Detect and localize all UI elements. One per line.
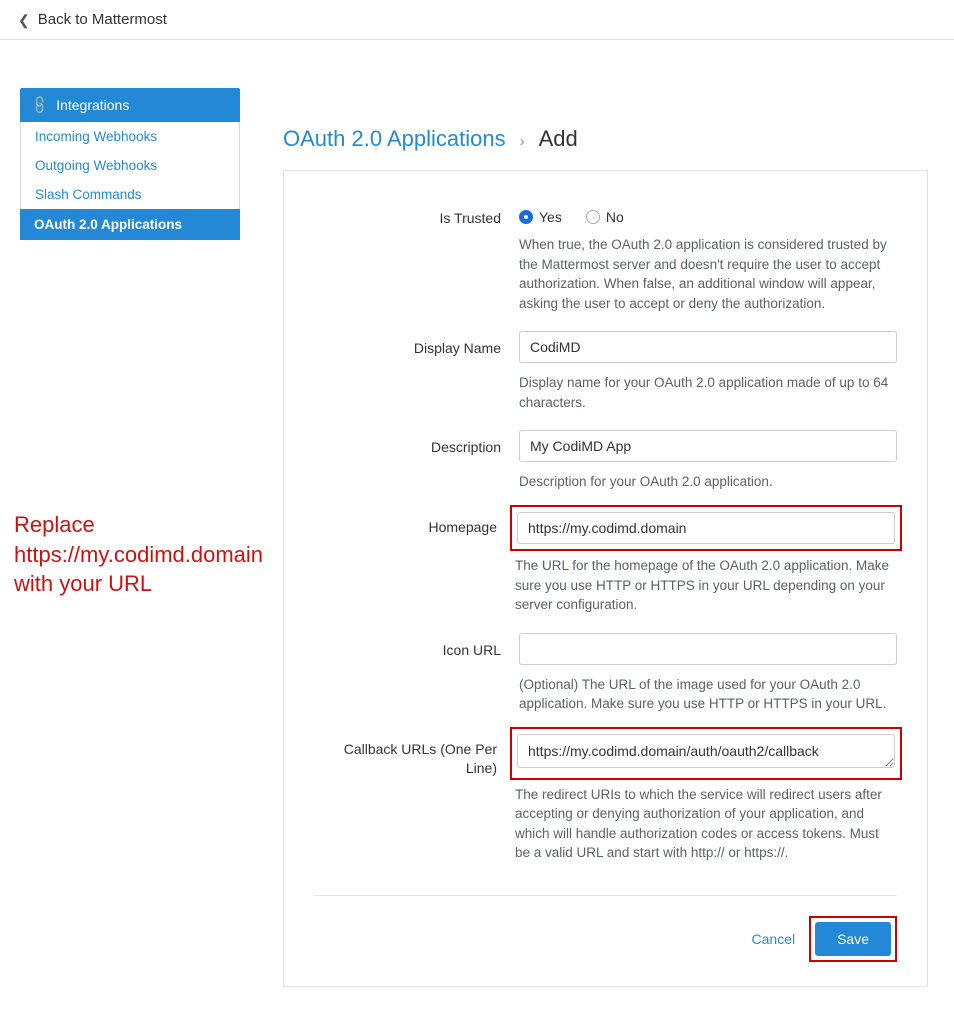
- is-trusted-radio-group: [519, 201, 897, 225]
- sidebar-item-oauth-applications[interactable]: OAuth 2.0 Applications: [20, 209, 240, 240]
- sidebar-item-slash-commands[interactable]: Slash Commands: [35, 187, 142, 202]
- homepage-highlight-box: [510, 505, 902, 551]
- annotation-text: Replace https://my.codimd.domain with your URL: [14, 512, 264, 597]
- label-callback-urls: Callback URLs (One Per Line): [343, 740, 497, 776]
- radio-label-no[interactable]: No: [605, 209, 624, 225]
- label-display-name: Display Name: [413, 340, 501, 357]
- sidebar: [20, 88, 240, 240]
- help-display-name: Display name for your OAuth 2.0 application made of up to 64 characters.: [519, 375, 889, 410]
- help-homepage: The URL for the homepage of the OAuth 2.0 application. Make sure you use HTTP or HTTPS in your URL depending on your server configuration.: [515, 557, 889, 613]
- main-content: [283, 88, 928, 987]
- breadcrumb: [283, 126, 928, 152]
- oauth-app-form-card: [283, 170, 928, 987]
- field-row-callback-urls: [314, 732, 897, 881]
- homepage-input[interactable]: [517, 512, 895, 544]
- help-icon-url: (Optional) The URL of the image used for your OAuth 2.0 application. Make sure you use HTTP or HTTPS in your URL.: [519, 676, 887, 712]
- field-row-icon-url: [314, 633, 897, 732]
- field-row-homepage: [314, 510, 897, 633]
- save-button[interactable]: Save: [815, 922, 891, 956]
- top-bar: [0, 0, 954, 40]
- field-row-display-name: [314, 331, 897, 430]
- callback-urls-textarea[interactable]: [517, 734, 895, 768]
- icon-url-input[interactable]: [519, 633, 897, 665]
- label-homepage: Homepage: [428, 518, 497, 535]
- help-callback-urls: The redirect URIs to which the service will redirect users after accepting or denying authorization of your application, and which will handle authorization codes or access tokens. Must be a valid URL and start with http:// or https://.: [515, 786, 882, 861]
- sidebar-item-incoming-webhooks[interactable]: Incoming Webhooks: [35, 129, 158, 144]
- radio-is-trusted-yes[interactable]: [519, 210, 533, 224]
- breadcrumb-parent-link[interactable]: OAuth 2.0 Applications: [283, 126, 506, 151]
- sidebar-header-label: Integrations: [56, 97, 130, 113]
- breadcrumb-current: Add: [538, 126, 578, 151]
- cancel-button[interactable]: Cancel: [751, 931, 796, 947]
- sidebar-item-outgoing-webhooks[interactable]: Outgoing Webhooks: [35, 158, 158, 173]
- field-row-description: [314, 430, 897, 510]
- radio-is-trusted-no[interactable]: [586, 210, 600, 224]
- back-link-label: Back to Mattermost: [37, 11, 167, 28]
- label-icon-url: Icon URL: [442, 641, 501, 658]
- label-is-trusted: Is Trusted: [439, 210, 501, 226]
- save-highlight-box: [809, 916, 897, 962]
- chevron-right-icon: ›: [519, 133, 525, 150]
- link-icon: 🔗: [28, 93, 51, 116]
- display-name-input[interactable]: [519, 331, 897, 363]
- help-description: Description for your OAuth 2.0 application.: [519, 474, 773, 490]
- field-row-is-trusted: [314, 201, 897, 331]
- label-description: Description: [430, 439, 501, 456]
- description-input[interactable]: [519, 430, 897, 462]
- form-actions: [314, 896, 897, 968]
- back-to-mattermost-link[interactable]: [18, 11, 167, 28]
- callback-urls-highlight-box: [510, 727, 902, 780]
- sidebar-header: [20, 88, 240, 122]
- sidebar-list: [20, 122, 240, 240]
- radio-label-yes[interactable]: Yes: [539, 209, 562, 225]
- chevron-left-icon: ❮: [18, 11, 30, 28]
- help-is-trusted: When true, the OAuth 2.0 application is considered trusted by the Mattermost server and doesn't require the user to accept authorization. When false, an additional window will appear, asking the user to accept or deny the authorization.: [519, 237, 887, 311]
